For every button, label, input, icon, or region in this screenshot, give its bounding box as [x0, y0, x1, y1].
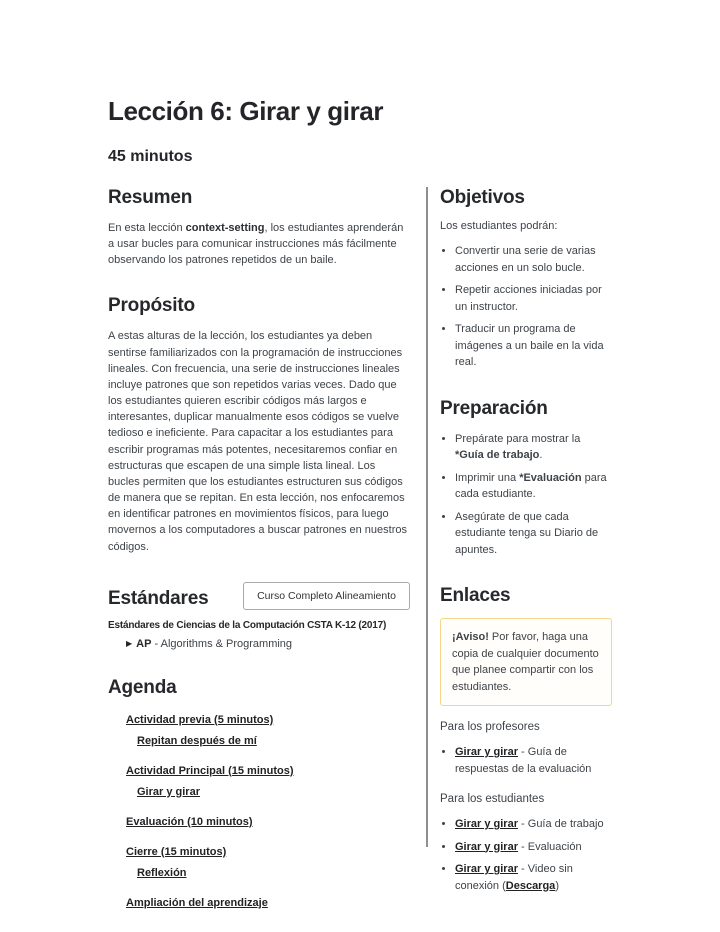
column-divider: [426, 187, 428, 847]
preparation-item-bold: *Evaluación: [519, 471, 582, 484]
standards-category-label: - Algorithms & Programming: [151, 637, 293, 650]
duration-label: 45 minutos: [108, 148, 193, 165]
section-estandares: [108, 582, 410, 650]
students-label: Para los estudiantes: [440, 793, 545, 805]
resumen-text-pre: En esta lección: [108, 222, 186, 234]
teacher-links-block: [440, 721, 612, 777]
enlaces-heading: Enlaces: [440, 585, 511, 606]
objective-item: • Traducir un programa de imágenes a un baile en la vida real.: [455, 321, 612, 371]
resumen-heading: Resumen: [108, 187, 193, 208]
teachers-label: Para los profesores: [440, 721, 540, 733]
right-column: [440, 187, 612, 932]
standards-header-row: [108, 582, 410, 610]
agenda-group: [126, 812, 410, 830]
preparation-item: [455, 470, 612, 503]
resource-desc: - Guía de trabajo: [517, 818, 604, 830]
objetivos-list: [440, 243, 612, 371]
agenda-sublink-girar[interactable]: Girar y girar: [137, 785, 200, 798]
resource-desc-close: ): [555, 879, 559, 892]
section-enlaces: [440, 585, 612, 894]
agenda-group: [126, 710, 410, 749]
resource-link-download[interactable]: Descarga: [505, 879, 556, 892]
agenda-link-actividad-previa[interactable]: Actividad previa (5 minutos): [126, 713, 274, 726]
standards-category-expander[interactable]: [108, 638, 410, 650]
resource-link-student-assessment[interactable]: Girar y girar: [455, 840, 518, 853]
proposito-text: A estas alturas de la lección, los estudiantes ya deben sentirse familiarizados con la programación de instrucciones lineales. Con frecuencia, una serie de instrucciones lineales incluye patrones que son repetidos varias veces. Dado que los estudiantes quieren escribir códigos más largos e interesantes, duplicar manualmente esos códigos se vuelve tedioso e ineficiente. Para capacitar a los estudiantes para escribir programas más potentes, necesitaremos confiar en estructuras que escapen de una simple lista lineal. Los bucles permiten que los estudiantes estructuren sus códigos de manera que se repitan. En esta lección, nos enfocaremos en identificar patrones en movimientos físicos, para luego movernos a los computadores a buscar patrones en nuestros códigos.: [108, 330, 407, 553]
resumen-text: [108, 220, 410, 268]
section-agenda: [108, 677, 410, 911]
proposito-heading: Propósito: [108, 295, 195, 317]
agenda-sublink-repitan[interactable]: Repitan después de mí: [137, 734, 257, 747]
expander-triangle-icon: ▶: [126, 638, 133, 648]
agenda-link-evaluacion[interactable]: Evaluación (10 minutos): [126, 815, 253, 828]
resumen-text-post: , los estudiantes aprenderán a usar bucles para comunicar instrucciones más fácilmente observando los patrones repetidos de un baile.: [108, 222, 404, 267]
objetivos-intro: Los estudiantes podrán:: [440, 220, 558, 232]
content-columns: [108, 187, 612, 932]
preparation-item-pre: Asegúrate de que cada estudiante tenga su Diario de apuntes.: [455, 510, 599, 556]
resource-item: [455, 744, 612, 777]
full-course-alignment-button[interactable]: Curso Completo Alineamiento: [243, 582, 410, 610]
resource-link-teacher-answer-guide[interactable]: Girar y girar: [455, 746, 518, 758]
agenda-link-ampliacion[interactable]: Ampliación del aprendizaje: [126, 896, 268, 909]
teacher-links-list: [440, 744, 612, 777]
notice-box: [440, 618, 612, 706]
notice-text: Por favor, haga una copia de cualquier documento que planee compartir con los estudiantes.: [452, 631, 599, 693]
student-links-list: [440, 816, 612, 894]
objetivos-heading: Objetivos: [440, 187, 525, 208]
resource-item: [455, 839, 612, 856]
agenda-link-actividad-principal[interactable]: Actividad Principal (15 minutos): [126, 764, 294, 777]
agenda-heading: Agenda: [108, 676, 177, 698]
standards-category-code: AP: [136, 637, 152, 650]
section-resumen: [108, 187, 410, 268]
objective-item: • Convertir una serie de varias acciones en un solo bucle.: [455, 243, 612, 276]
page-title: Lección 6: Girar y girar: [108, 96, 384, 126]
preparation-item-pre: Prepárate para mostrar la: [455, 432, 581, 445]
preparation-item: [455, 509, 612, 559]
estandares-heading: Estándares: [108, 587, 209, 609]
agenda-link-cierre[interactable]: Cierre (15 minutos): [126, 845, 227, 858]
student-links-block: [440, 793, 612, 894]
standards-framework-label: Estándares de Ciencias de la Computación CSTA K-12 (2017): [108, 619, 387, 631]
section-objetivos: [440, 187, 612, 371]
resource-desc: - Guía de respuestas de la evaluación: [455, 746, 592, 775]
preparacion-list: [440, 431, 612, 559]
preparation-item-post: para cada estudiante.: [455, 471, 607, 500]
resource-link-student-video[interactable]: Girar y girar: [455, 863, 518, 875]
resource-desc: - Video sin conexión (: [455, 863, 573, 892]
resource-desc: - Evaluación: [517, 840, 582, 853]
agenda-list: [108, 710, 410, 911]
preparation-item-bold: *Guía de trabajo: [455, 449, 540, 461]
section-preparacion: [440, 398, 612, 559]
section-proposito: [108, 295, 410, 554]
agenda-group: [126, 893, 410, 911]
notice-bold: ¡Aviso!: [452, 631, 489, 643]
agenda-sublink-reflexion[interactable]: Reflexión: [137, 866, 187, 879]
preparacion-heading: Preparación: [440, 397, 548, 419]
preparation-item: [455, 431, 612, 464]
resource-item: [455, 861, 612, 894]
preparation-item-post: .: [539, 449, 543, 461]
objective-item: • Repetir acciones iniciadas por un instructor.: [455, 282, 612, 315]
resumen-text-bold: context-setting: [185, 222, 265, 234]
preparation-item-pre: Imprimir una: [455, 471, 520, 484]
resource-item: [455, 816, 612, 833]
left-column: [108, 187, 410, 932]
resource-link-student-workbook[interactable]: Girar y girar: [455, 818, 518, 830]
agenda-group: [126, 761, 410, 800]
agenda-group: [126, 842, 410, 881]
